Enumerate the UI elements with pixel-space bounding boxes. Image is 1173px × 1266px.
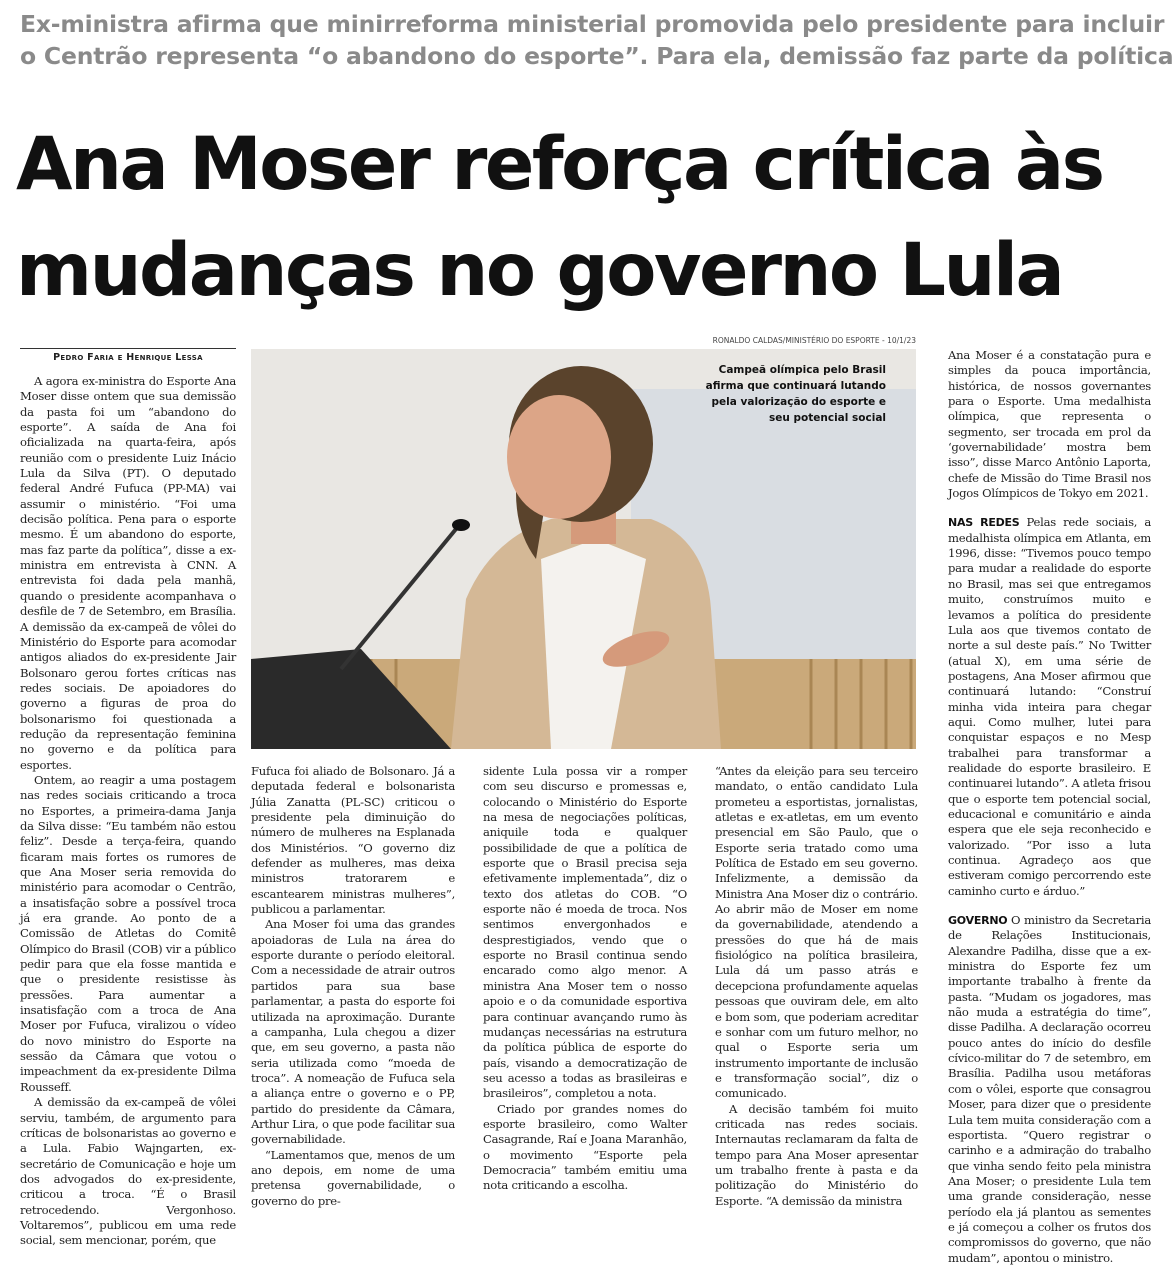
article-column-3 (483, 764, 687, 1193)
headline (16, 112, 1156, 324)
paragraph-governo (948, 913, 1151, 1266)
paragraph: sidente Lula possa vir a romper com seu discurso e promessas e, colocando o Ministério do Esporte na mesa de negociações políticas, aniquile toda e qualquer possibilidade de que a política de esporte que o Brasil precisa seja efetivamente implementada”, diz o texto dos atletas do COB. “O esporte não é moeda de troca. Nos sentimos envergonhados e desprestigiados, vendo que o esporte no Brasil continua sendo encarado como algo menor. A ministra Ana Moser tem o nosso apoio e o da comunidade esportiva para continuar avançando rumo às mudanças necessárias na estrutura da política pública de esporte do país, visando a democratização de seu acesso a todas as brasileiras e brasileiros”, completou a nota. (483, 764, 687, 1101)
paragraph: Ana Moser foi uma das grandes apoiadoras de Lula na área do esporte durante o período eleitoral. Com a necessidade de atrair outros partidos para sua base parlamentar, a pasta do esporte foi utilizada na aproximação. Durante a campanha, Lula chegou a dizer que, em seu governo, a pasta não seria utilizada como “moeda de troca”. A nomeação de Fufuca sela a aliança entre o governo e o PP, partido do presidente da Câmara, Arthur Lira, o que pode facilitar sua governabilidade. (251, 917, 455, 1147)
paragraph-text: O ministro da Secretaria de Relações Institucionais, Alexandre Padilha, disse que a ex-ministra do Esporte fez um importante trabalho à frente da pasta. “Mudam os jogadores, mas não muda a estratégia do time”, disse Padilha. A declaração ocorreu pouco antes do início do desfile cívico-militar do 7 de setembro, em Brasília. Padilha usou metáforas com o vôlei, esporte que consagrou Moser, para dizer que o presidente Lula tem muita consideração com a esportista. “Quero registrar o carinho e a admiração do trabalho que vinha sendo feito pela ministra Ana Moser; o presidente Lula tem uma grande consideração, nesse período ela já plantou as sementes e já começou a colher os frutos dos compromissos do governo, que não mudam”, apontou o ministro. (948, 913, 1152, 1265)
kicker-line-2: o Centrão representa “o abandono do esporte”. Para ela, demissão faz parte da política (20, 42, 1173, 70)
article-column-4 (715, 764, 918, 1208)
subheading-governo: GOVERNO (948, 914, 1008, 928)
paragraph: “Lamentamos que, menos de um ano depois, em nome de uma pretensa governabilidade, o governo do pre- (251, 1147, 455, 1208)
kicker-line-1: Ex-ministra afirma que minirreforma ministerial promovida pelo presidente para incluir (20, 10, 1165, 38)
paragraph: Criado por grandes nomes do esporte brasileiro, como Walter Casagrande, Raí e Joana Maranhão, o movimento “Esporte pela Democracia” também emitiu uma nota criticando a escolha. (483, 1101, 687, 1193)
article-column-1 (20, 374, 236, 1248)
photo-caption: Campeã olímpica pelo Brasil afirma que continuará lutando pela valorização do esporte e seu potencial social (705, 364, 886, 424)
paragraph: Fufuca foi aliado de Bolsonaro. Já a deputada federal e bolsonarista Júlia Zanatta (PL-SC) criticou o presidente pela diminuição do número de mulheres na Esplanada dos Ministérios. “O governo diz defender as mulheres, mas deixa ministros tratorarem e escantearem ministras mulheres”, publicou a parlamentar. (251, 764, 455, 917)
paragraph-nas-redes (948, 515, 1151, 899)
headline-line-1: Ana Moser reforça crítica às (16, 122, 1103, 207)
paragraph: A agora ex-ministra do Esporte Ana Moser disse ontem que sua demissão da pasta foi um “abandono do esporte”. A saída de Ana foi oficializada na quarta-feira, após reunião com o presidente Luiz Inácio Lula da Silva (PT). O deputado federal André Fufuca (PP-MA) vai assumir o ministério. “Foi uma decisão política. Pena para o esporte mesmo. É um abandono do esporte, mas faz parte da política”, disse a ex-ministra em entrevista à CNN. A entrevista foi dada pela manhã, quando o presidente acompanhava o desfile de 7 de Setembro, em Brasília. A demissão da ex-campeã de vôlei do Ministério do Esporte para acomodar antigos aliados do ex-presidente Jair Bolsonaro gerou fortes críticas nas redes sociais. De apoiadores do governo a figuras de proa do bolsonarismo foi questionada a redução da representação feminina no governo e da política para esportes. (20, 374, 236, 772)
paragraph-text: Pelas rede sociais, a medalhista olímpica em Atlanta, em 1996, disse: “Tivemos pouco tempo para mudar a realidade do esporte no Brasil, mas sei que entregamos muito, construímos muito e levamos a política do presidente Lula aos que tivemos contato de norte a sul deste país.” No Twitter (atual X), em uma série de postagens, Ana Moser afirmou que continuará lutando: “Construí minha vida inteira para chegar aqui. Como mulher, lutei para conquistar espaços e no Mesp trabalhei para transformar a realidade do esporte brasileiro. E continuarei lutando”. A atleta frisou que o esporte tem potencial social, educacional e comunitário e ainda espera que ele seja reconhecido e valorizado. “Por isso a luta continua. Agradeço aos que estiveram comigo percorrendo este caminho curto e árduo.” (948, 515, 1152, 898)
article-column-2 (251, 764, 455, 1208)
paragraph: A decisão também foi muito criticada nas redes sociais. Internautas reclamaram da falta de tempo para Ana Moser apresentar um trabalho frente à pasta e da politização do Ministério do Esporte. “A demissão da ministra (715, 1101, 918, 1208)
subheading-nas-redes: NAS REDES (948, 516, 1020, 530)
photo-credit: RONALDO CALDAS/MINISTÉRIO DO ESPORTE - 10/1/23 (712, 336, 916, 345)
paragraph: Ana Moser é a constatação pura e simples da pouca importância, histórica, de nossos governantes para o Esporte. Uma medalhista olímpica, que representa o segmento, ser trocada em prol da ‘governabilidade’ mostra bem isso”, disse Marco Antônio Laporta, chefe de Missão do Time Brasil nos Jogos Olímpicos de Tokyo em 2021. (948, 348, 1151, 501)
paragraph: “Antes da eleição para seu terceiro mandato, o então candidato Lula prometeu a esportistas, jornalistas, atletas e ex-atletas, em um evento presencial em São Paulo, que o Esporte seria tratado como uma Política de Estado em seu governo. Infelizmente, a demissão da Ministra Ana Moser diz o contrário. Ao abrir mão de Moser em nome da governabilidade, atendendo a pressões do que há de mais fisiológico na política brasileira, Lula dá um passo atrás e decepciona profundamente aquelas pessoas que ouviram dele, em alto e bom som, que poderiam acreditar e sonhar com um futuro melhor, no qual o Esporte seria um instrumento importante de inclusão e transformação social”, diz o comunicado. (715, 764, 918, 1101)
paragraph: A demissão da ex-campeã de vôlei serviu, também, de argumento para críticas de bolsonaristas ao governo e a Lula. Fabio Wajngarten, ex-secretário de Comunicação e hoje um dos advogados do ex-presidente, criticou a troca. “É o Brasil retrocedendo. Vergonhoso. Voltaremos”, publicou em uma rede social, sem mencionar, porém, que (20, 1095, 236, 1248)
byline: Pedro Faria e Henrique Lessa (20, 348, 236, 363)
headline-line-2: mudanças no governo Lula (16, 228, 1063, 313)
article-column-5 (948, 348, 1152, 1265)
kicker (20, 8, 1173, 72)
paragraph: Ontem, ao reagir a uma postagem nas redes sociais criticando a troca no Esportes, a primeira-dama Janja da Silva disse: “Eu também não estou feliz”. Desde a terça-feira, quando ficaram mais fortes os rumores de que Ana Moser seria removida do ministério para acomodar o Centrão, a insatisfação sobre a possível troca já era grande. Ao ponto de a Comissão de Atletas do Comitê Olímpico do Brasil (COB) vir a público pedir para que ela fosse mantida e que o presidente resistisse às pressões. Para aumentar a insatisfação com a troca de Ana Moser por Fufuca, viralizou o vídeo do novo ministro do Esporte na sessão da Câmara que votou o impeachment da ex-presidente Dilma Rousseff. (20, 772, 236, 1094)
